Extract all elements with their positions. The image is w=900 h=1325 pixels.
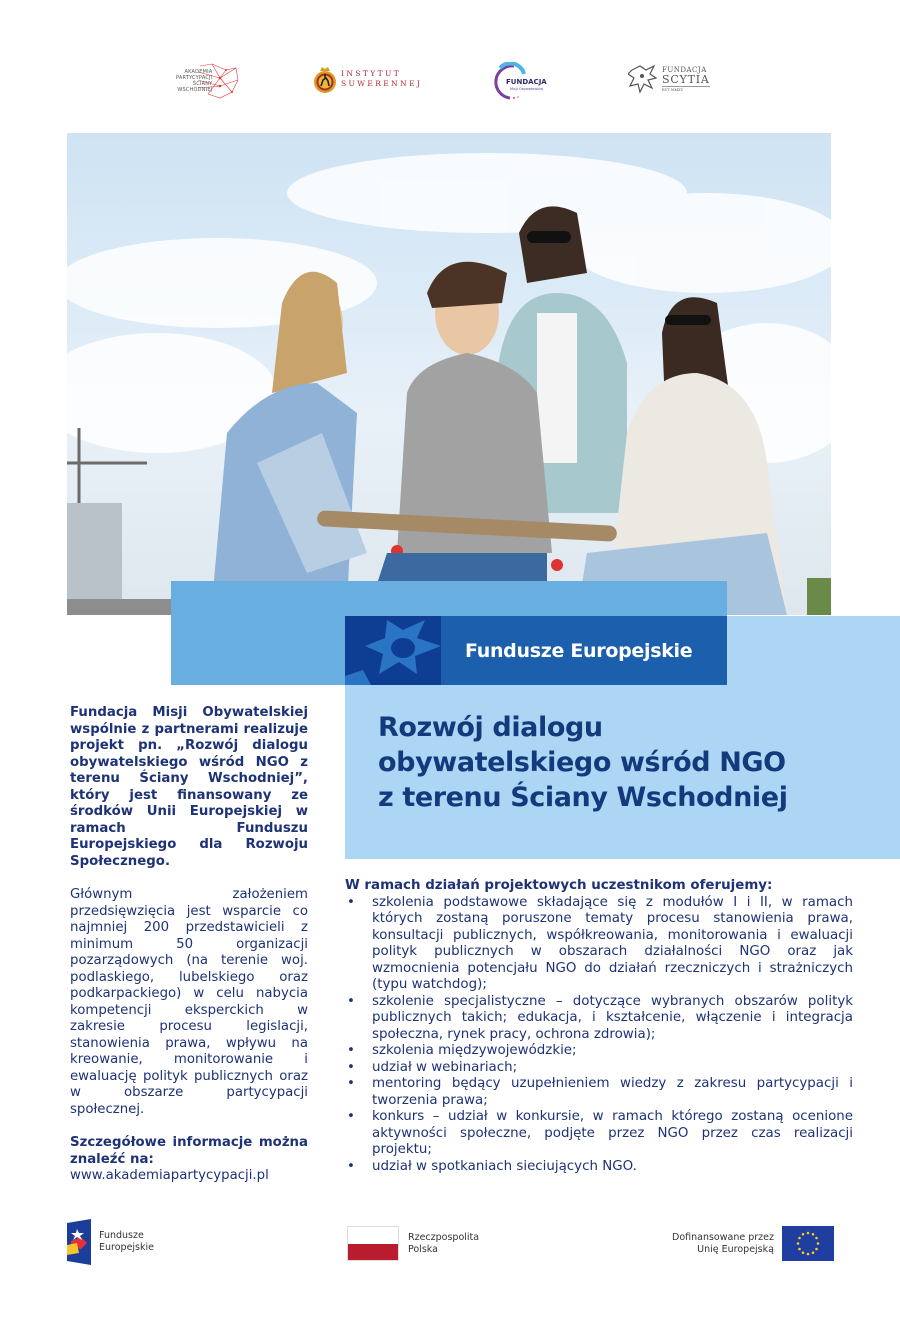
bullet-icon: • [347, 1043, 355, 1058]
fundusze-europejskie-banner [345, 616, 727, 685]
list-item: • szkolenia podstawowe składające się z modułów I i II, w ramach których zostaną poruszone tematy procesu stanowienia prawa, konsultacji publicznych, współkreowania, monitorowania i ewaluacji polityk publicznych w obszarach działalności NGO oraz jak wzmocnienia potencjału NGO do działań rzeczniczych i strażniczych (typu watchdog); [345, 895, 853, 994]
list-item: • udział w webinariach; [345, 1060, 853, 1077]
rzeczpospolita-polska-logo [347, 1226, 479, 1261]
fe-star-flag-icon [67, 1219, 91, 1265]
akademia-line: PARTYCYPACJI [176, 75, 213, 81]
instytut-line-2: SUWERENNEJ [341, 79, 423, 88]
scytia-line-1: FUNDACJA [662, 65, 707, 74]
bullet-icon: • [347, 993, 355, 1009]
griffin-icon [628, 62, 658, 96]
list-item: • mentoring będący uzupełnieniem wiedzy z zakresu partycypacji i tworzenia prawa; [345, 1076, 853, 1109]
scytia-line-3: EST. MMXV [662, 86, 710, 93]
akademia-line: AKADEMIA [184, 69, 213, 75]
eu-line-1: Dofinansowane przez [672, 1231, 774, 1243]
page-title [378, 710, 888, 815]
goal-paragraph: Głównym założeniem przedsięwzięcia jest wsparcie co najmniej 200 przedstawicieli z minimum 50 organizacji pozarządowych (na terenie woj. podlaskiego, lubelskiego oraz podkarpackiego) w celu nabycia kompetencji eksperckich w zakresie procesu legislacji, stanowienia prawa, wpływu na kreowanie, monitorowanie i ewaluację polityk publicznych oraz w obszarze partycypacji społecznej. [70, 887, 308, 1117]
eu-line-2: Unię Europejską [697, 1243, 774, 1255]
instytut-line-1: INSTYTUT [341, 69, 402, 78]
fundacja-scytia-logo [628, 62, 710, 96]
akademia-partycypacji-logo [176, 62, 240, 100]
offer-section [345, 878, 853, 1175]
akademia-line: WSCHODNIEJ [177, 87, 213, 93]
fundacja-title: FUNDACJA [506, 78, 547, 86]
fundacja-subtitle: Misji Obywatelskiej [510, 87, 544, 91]
fe-line-1: Fundusze [99, 1230, 144, 1241]
rp-line-2: Polska [408, 1243, 438, 1255]
instytut-suwerennej-logo [313, 64, 422, 94]
list-item: • szkolenie specjalistyczne – dotyczące wybranych obszarów polityk publicznych takich; edukacja, i kształcenie, włączenie i integracja społeczna, rynek pracy, ochrona zdrowia); [345, 994, 853, 1044]
fundusze-europejskie-label: Fundusze Europejskie [465, 639, 693, 662]
offer-heading: W ramach działań projektowych uczestnikom oferujemy: [345, 878, 773, 893]
bullet-icon: • [347, 1076, 355, 1091]
polish-flag-icon [347, 1226, 399, 1261]
project-description [70, 705, 308, 1185]
bullet-icon: • [347, 1059, 355, 1075]
more-info-label: Szczegółowe informacje można znaleźć na: [70, 1135, 308, 1167]
title-line: obywatelskiego wśród NGO [378, 747, 786, 778]
fundusze-europejskie-logo [67, 1219, 154, 1265]
akademia-line: ŚCIANY [192, 81, 213, 87]
list-item: • udział w spotkaniach sieciujących NGO. [345, 1159, 853, 1176]
website-link[interactable]: www.akademiapartycypacji.pl [70, 1168, 269, 1183]
scytia-line-2: SCYTIA [662, 72, 710, 86]
eu-cofunded-logo [672, 1226, 834, 1261]
bullet-icon: • [347, 1158, 355, 1174]
title-line: Rozwój dialogu [378, 712, 603, 743]
fundacja-misji-obywatelskiej-logo [490, 62, 554, 102]
list-item: • konkurs – udział w konkursie, w ramach którego zostaną ocenione aktywności społeczne, podjęte przez NGO przez czas realizacji projektu; [345, 1109, 853, 1159]
title-line: z terenu Ściany Wschodniej [378, 782, 788, 813]
bullet-icon: • [347, 894, 355, 910]
list-item: • szkolenia międzywojewódzkie; [345, 1043, 853, 1060]
intro-paragraph: Fundacja Misji Obywatelskiej wspólnie z partnerami realizuje projekt pn. „Rozwój dialogu obywatelskiego wśród NGO z terenu Ściany Wschodniej”, który jest finansowany ze środków Unii Europejskiej w ramach Funduszu Europejskiego dla Rozwoju Społecznego. [70, 705, 308, 869]
rp-line-1: Rzeczpospolita [408, 1231, 480, 1243]
offer-list [345, 895, 853, 1176]
fe-line-2: Europejskie [99, 1242, 154, 1253]
hero-photo [67, 133, 831, 615]
crest-seal-icon [313, 64, 337, 94]
bullet-icon: • [347, 1109, 355, 1124]
stars-pattern-icon [345, 616, 441, 685]
group-of-young-people-image [67, 133, 831, 615]
eu-flag-icon [782, 1226, 834, 1261]
